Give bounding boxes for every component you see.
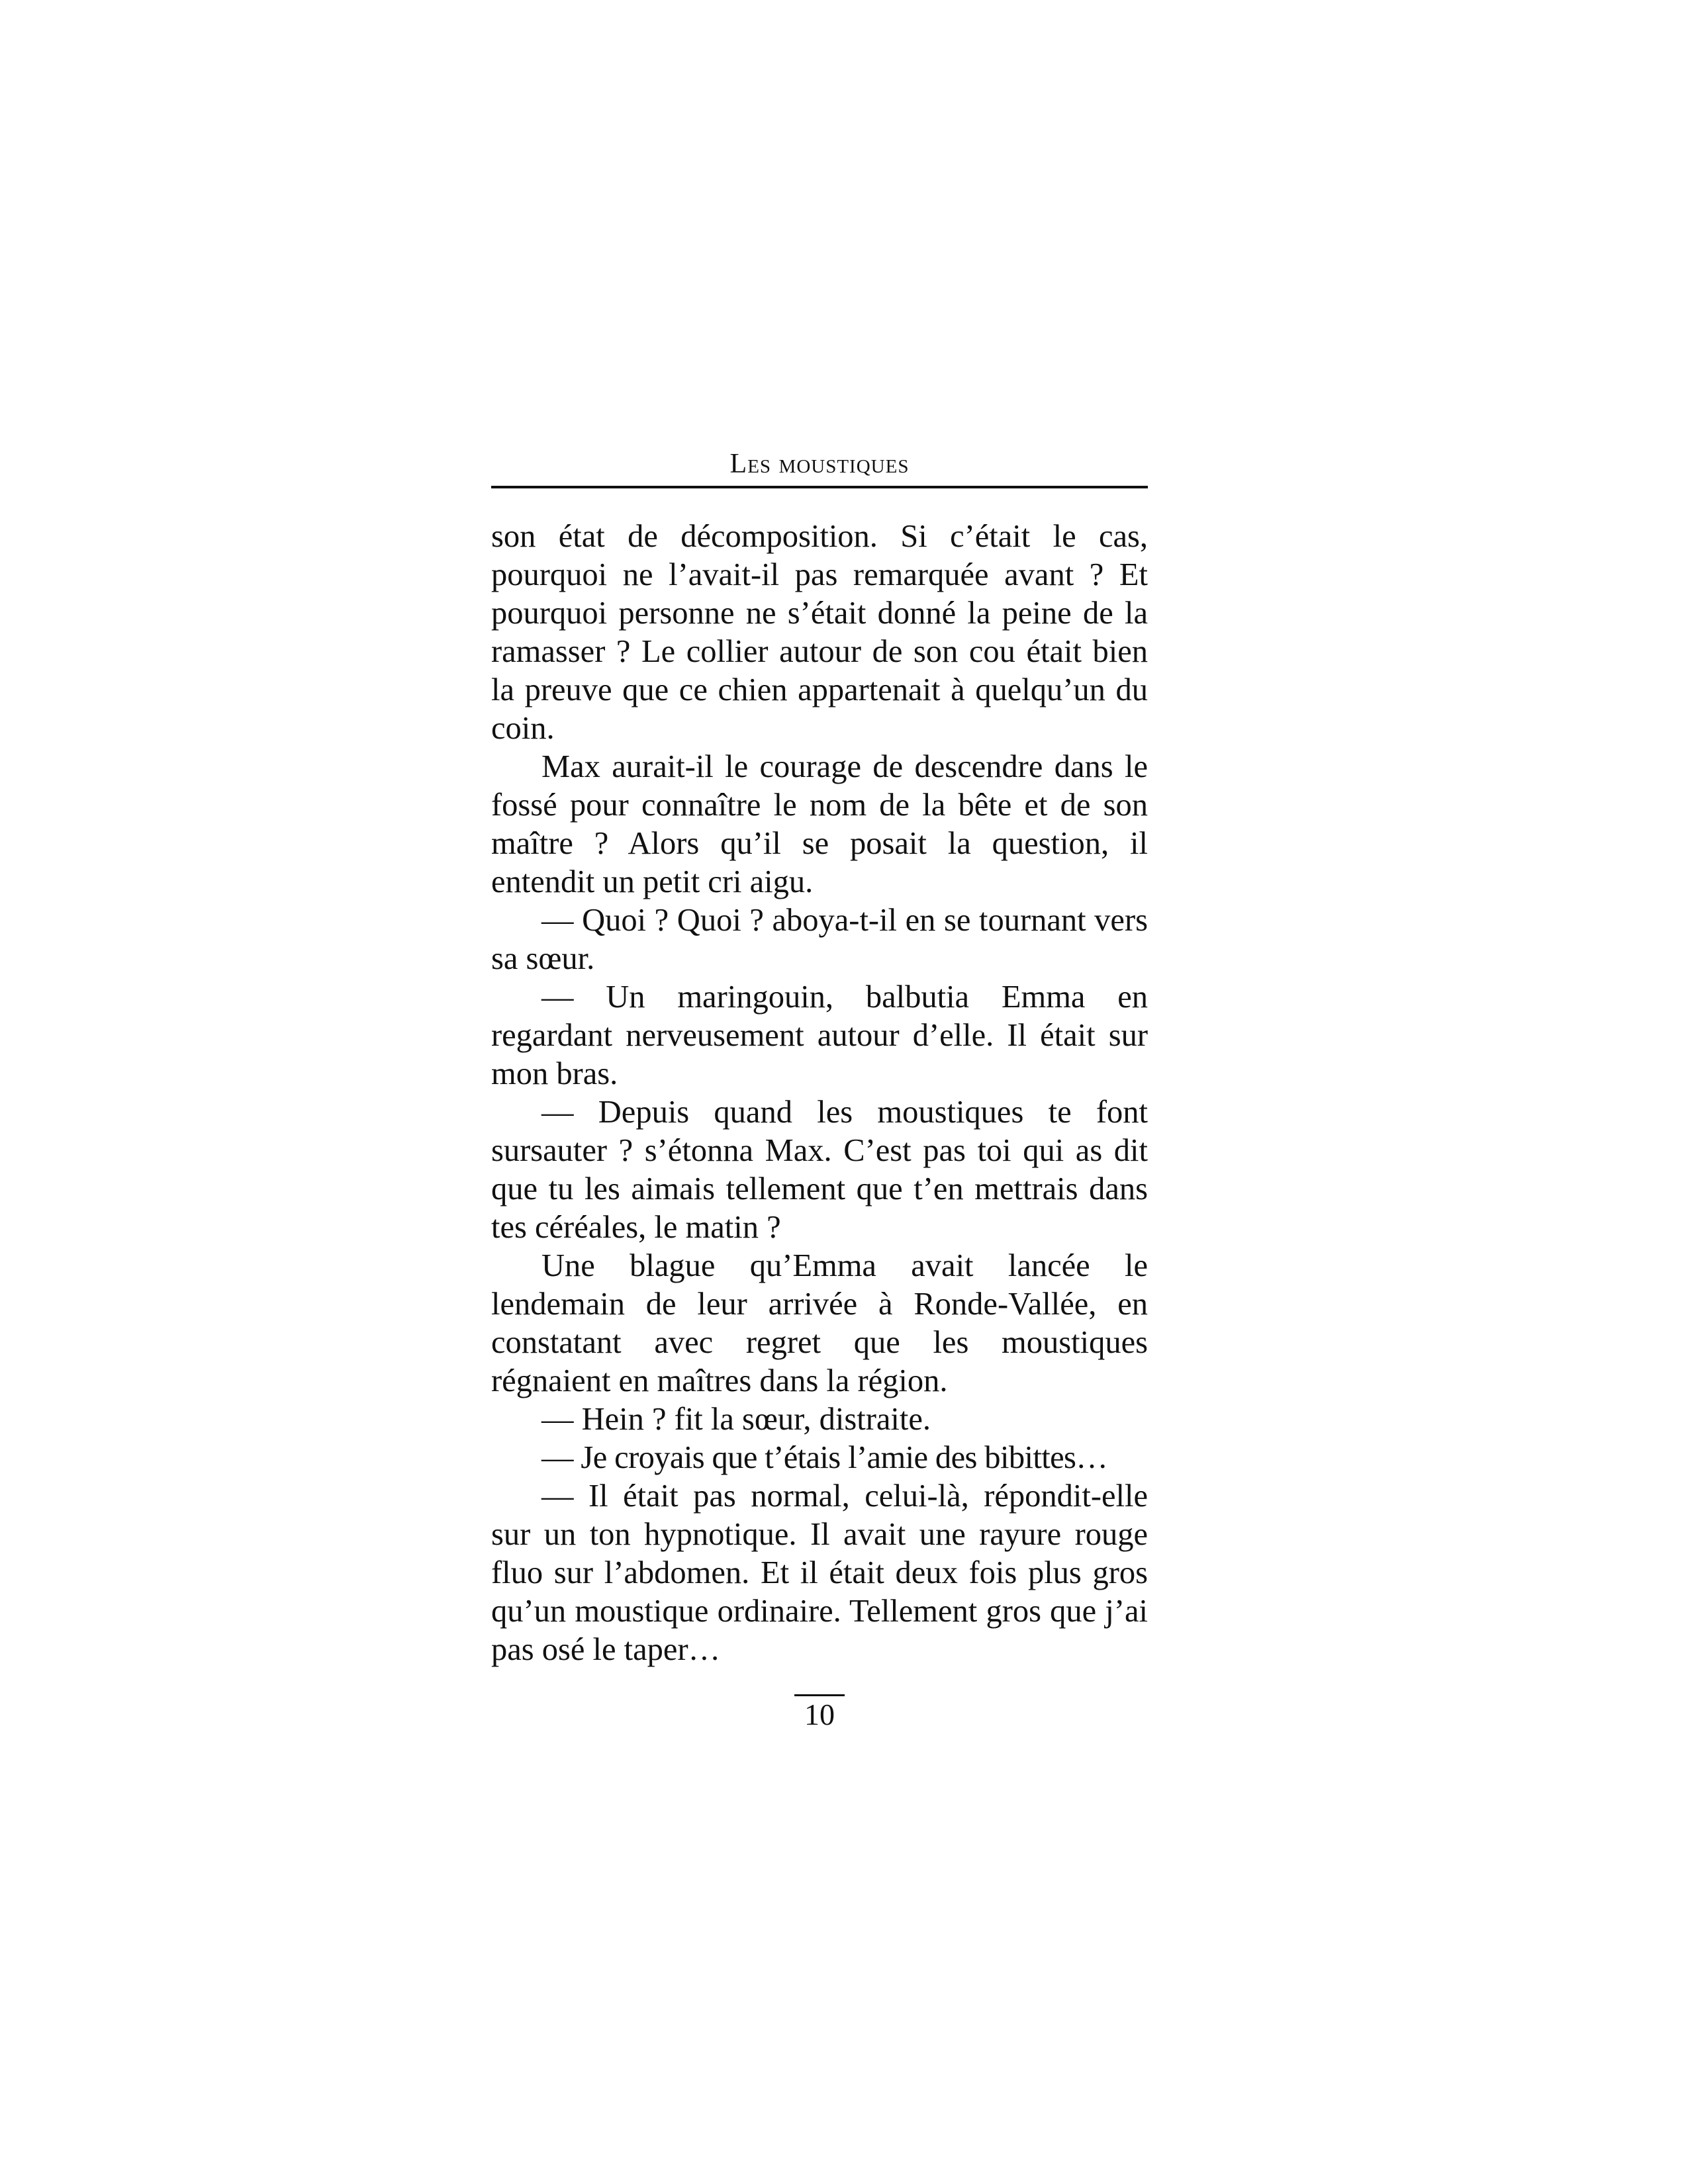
dialogue-line: — Un maringouin, balbutia Emma en regardant nerveusement autour d’elle. Il était sur mon bras.: [491, 979, 1148, 1091]
paragraph: Une blague qu’Emma avait lancée le lendemain de leur arrivée à Ronde-Vallée, en constatant avec regret que les moustiques régnaient en maîtres dans la région.: [491, 1248, 1148, 1398]
paragraph: Max aurait-il le courage de descendre dans le fossé pour connaître le nom de la bête et de son maître ? Alors qu’il se posait la question, il entendit un petit cri aigu.: [491, 749, 1148, 899]
page-number: 10: [794, 1694, 845, 1733]
running-header: [491, 442, 1148, 488]
running-header-title: Les moustiques: [729, 449, 910, 479]
dialogue-line: — Hein ? fit la sœur, distraite.: [541, 1402, 931, 1437]
dialogue-line: — Il était pas normal, celui-là, répondit-elle sur un ton hypnotique. Il avait une rayure rouge fluo sur l’abdomen. Et il était deux fois plus gros qu’un moustique ordinaire. Tellement gros que j’ai pas osé le taper…: [491, 1479, 1148, 1667]
body-text: [491, 518, 1148, 1669]
dialogue-line: — Quoi ? Quoi ? aboya-t-il en se tournant vers sa sœur.: [491, 903, 1148, 976]
paragraph: son état de décomposition. Si c’était le cas, pourquoi ne l’avait-il pas remarquée avant ? Et pourquoi personne ne s’était donné la peine de la ramasser ? Le collier autour de son cou était bien la preuve que ce chien appartenait à quelqu’un du coin.: [491, 519, 1148, 746]
dialogue-line: — Je croyais que t’étais l’amie des bibittes…: [541, 1440, 1108, 1475]
dialogue-line: — Depuis quand les moustiques te font sursauter ? s’étonna Max. C’est pas toi qui as dit que tu les aimais tellement que t’en mettrais dans tes céréales, le matin ?: [491, 1095, 1148, 1245]
